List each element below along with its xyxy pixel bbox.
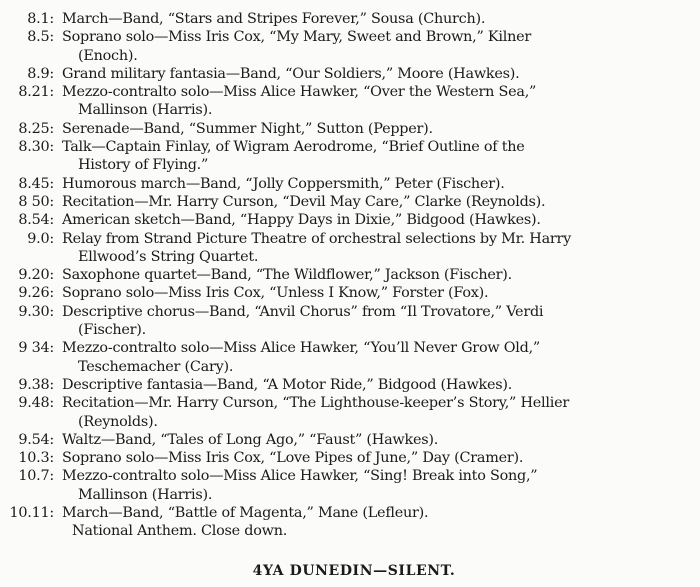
entry-time: 9.54:	[18, 431, 54, 448]
entry-time: 8.1:	[27, 11, 54, 27]
entry-text: Recitation—Mr. Harry Curson, “Devil May Care,” Clarke (Reynolds).	[62, 193, 546, 210]
programme-entry	[0, 449, 700, 467]
entry-text: Soprano solo—Miss Iris Cox, “Unless I Know,” Forster (Fox).	[62, 285, 489, 302]
entry-time: 9.0:	[27, 230, 54, 247]
entry-text-continuation: (Reynolds).	[78, 413, 158, 430]
entry-text: Soprano solo—Miss Iris Cox, “Love Pipes of June,” Day (Cramer).	[62, 450, 524, 467]
entry-text-continuation: History of Flying.”	[78, 157, 209, 174]
entry-time: 8.30:	[18, 139, 54, 156]
entry-text-continuation: Mallinson (Harris).	[78, 486, 213, 503]
programme-entry	[0, 120, 700, 138]
programme-entry	[0, 175, 700, 193]
entry-time: 8.54:	[18, 212, 54, 229]
programme-entry	[0, 504, 700, 522]
entry-time: 10.11:	[9, 505, 54, 522]
entry-text: Recitation—Mr. Harry Curson, “The Lighthouse-keeper’s Story,” Hellier	[62, 395, 570, 412]
programme-entry	[0, 83, 700, 120]
entry-time: 10.3:	[18, 450, 54, 467]
entry-time: 8.21:	[18, 84, 54, 101]
programme-entry	[0, 230, 700, 267]
entry-text: Mezzo-contralto solo—Miss Alice Hawker, “Over the Western Sea,”	[62, 84, 537, 101]
entry-text: Mezzo-contralto solo—Miss Alice Hawker, “Sing! Break into Song,”	[62, 468, 538, 485]
programme-entry	[0, 431, 700, 449]
entry-text: Mezzo-contralto solo—Miss Alice Hawker, “You’ll Never Grow Old,”	[62, 340, 541, 357]
programme-list	[0, 10, 700, 541]
entry-time: 9.20:	[18, 267, 54, 284]
entry-text: Grand military fantasia—Band, “Our Soldiers,” Moore (Hawkes).	[62, 65, 520, 82]
programme-entry	[0, 28, 700, 65]
station-heading: 4YA DUNEDIN—SILENT.	[252, 563, 456, 579]
entry-text: Descriptive chorus—Band, “Anvil Chorus” from “Il Trovatore,” Verdi	[62, 303, 544, 320]
entry-text-continuation: (Fischer).	[78, 322, 146, 339]
entry-text: March—Band, “Battle of Magenta,” Mane (Lefleur).	[62, 505, 429, 522]
entry-time: 8.5:	[27, 29, 54, 46]
closing-line: National Anthem. Close down.	[72, 523, 288, 540]
entry-text: March—Band, “Stars and Stripes Forever,” Sousa (Church).	[62, 11, 486, 27]
entry-time: 8.9:	[27, 65, 54, 82]
entry-time: 9.48:	[18, 395, 54, 412]
programme-entry	[0, 266, 700, 284]
programme-entry	[0, 10, 700, 28]
entry-text: Talk—Captain Finlay, of Wigram Aerodrome, “Brief Outline of the	[62, 139, 525, 156]
entry-text: Serenade—Band, “Summer Night,” Sutton (Pepper).	[62, 120, 433, 137]
programme-entry	[0, 65, 700, 83]
entry-text-continuation: Ellwood’s String Quartet.	[78, 248, 259, 265]
programme-entry	[0, 376, 700, 394]
entry-text: Saxophone quartet—Band, “The Wildflower,” Jackson (Fischer).	[62, 267, 512, 284]
entry-time: 10.7:	[18, 468, 54, 485]
entry-time: 8.45:	[18, 175, 54, 192]
entry-text-continuation: (Enoch).	[78, 47, 138, 64]
entry-text: Descriptive fantasia—Band, “A Motor Ride,” Bidgood (Hawkes).	[62, 376, 513, 393]
entry-text-continuation: Mallinson (Harris).	[78, 102, 213, 119]
programme-entry	[0, 138, 700, 175]
entry-text: Soprano solo—Miss Iris Cox, “My Mary, Sweet and Brown,” Kilner	[62, 29, 532, 46]
entry-time: 9.38:	[18, 376, 54, 393]
entry-time: 9 34:	[18, 340, 54, 357]
entry-time: 9.30:	[18, 303, 54, 320]
entry-time: 8.25:	[18, 120, 54, 137]
programme-entry	[0, 193, 700, 211]
programme-entry	[0, 303, 700, 340]
programme-entry	[0, 339, 700, 376]
entry-time: 8 50:	[18, 193, 54, 210]
entry-text-continuation: Teschemacher (Cary).	[78, 358, 234, 375]
programme-entry	[0, 211, 700, 229]
entry-time: 9.26:	[18, 285, 54, 302]
entry-text: American sketch—Band, “Happy Days in Dixie,” Bidgood (Hawkes).	[62, 212, 541, 229]
entry-text: Humorous march—Band, “Jolly Coppersmith,” Peter (Fischer).	[62, 175, 505, 192]
entry-text: Waltz—Band, “Tales of Long Ago,” “Faust” (Hawkes).	[62, 431, 439, 448]
programme-entry	[0, 467, 700, 504]
programme-entry	[0, 284, 700, 302]
entry-text: Relay from Strand Picture Theatre of orchestral selections by Mr. Harry	[62, 230, 572, 247]
programme-entry	[0, 394, 700, 431]
